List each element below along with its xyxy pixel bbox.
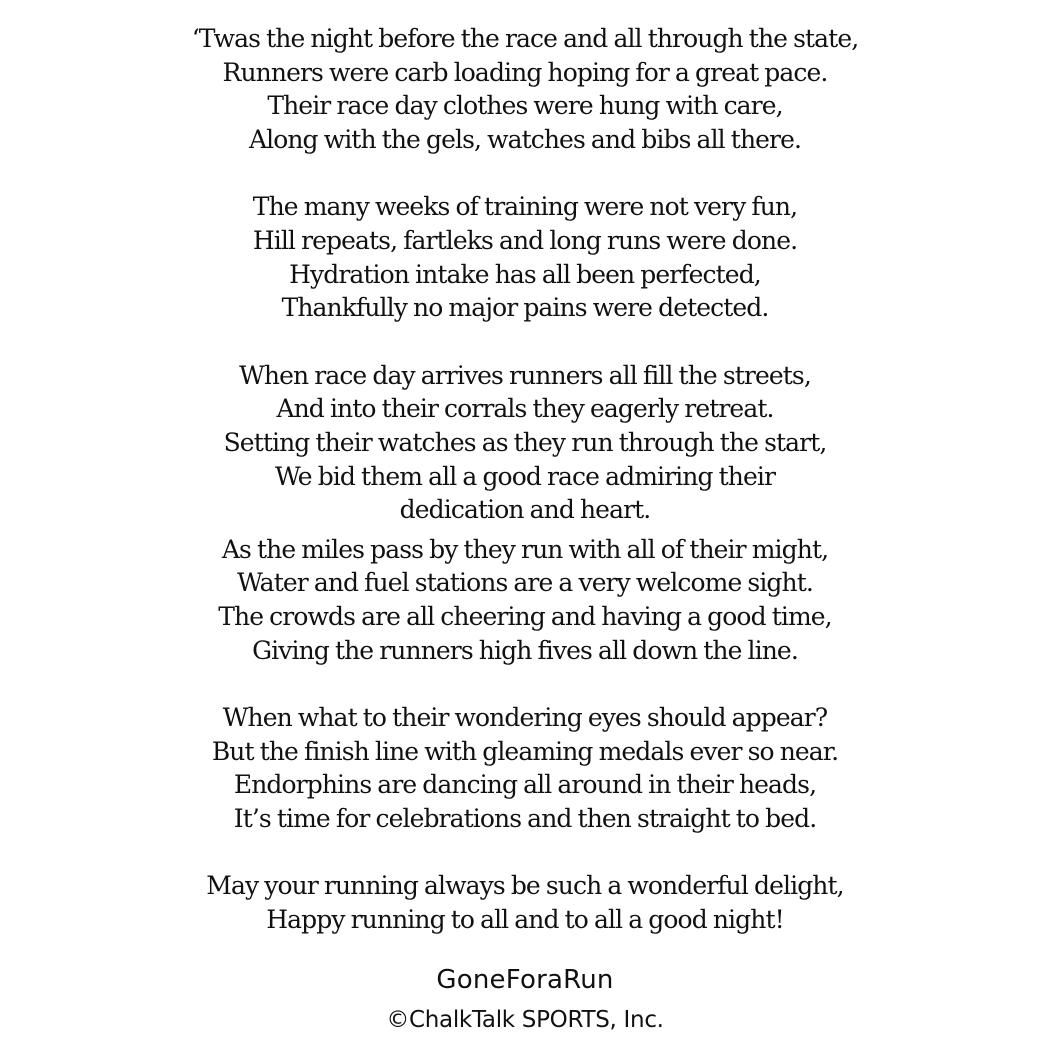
poem-line: We bid them all a good race admiring their bbox=[275, 461, 775, 491]
stanza-1 bbox=[0, 22, 1050, 156]
poem-line: Thankfully no major pains were detected. bbox=[281, 293, 769, 323]
poem-line: As the miles pass by they run with all of their might, bbox=[221, 534, 829, 564]
footer-brand: GoneForaRun bbox=[436, 965, 614, 995]
poem-line: But the finish line with gleaming medals ever so near. bbox=[211, 736, 839, 766]
poem bbox=[0, 22, 1050, 937]
poem-line: The crowds are all cheering and having a good time, bbox=[218, 601, 832, 631]
poem-line: Water and fuel stations are a very welcome sight. bbox=[237, 568, 813, 598]
poem-line: May your running always be such a wonderful delight, bbox=[206, 871, 844, 901]
poem-line: Runners were carb loading hoping for a great pace. bbox=[222, 57, 828, 87]
poem-line: Giving the runners high fives all down the line. bbox=[252, 635, 798, 665]
poem-line: The many weeks of training were not very fun, bbox=[252, 192, 798, 222]
stanza-4 bbox=[0, 533, 1050, 667]
poem-line: When what to their wondering eyes should appear? bbox=[222, 703, 828, 733]
poem-line: Setting their watches as they run through the start, bbox=[223, 427, 827, 457]
stanza-gap bbox=[0, 325, 1050, 359]
poem-line: Endorphins are dancing all around in their heads, bbox=[233, 770, 817, 800]
poem-line: Hydration intake has all been perfected, bbox=[289, 259, 761, 289]
poem-line: Happy running to all and to all a good night! bbox=[266, 905, 784, 935]
stanza-gap bbox=[0, 835, 1050, 869]
stanza-gap bbox=[0, 156, 1050, 190]
stanza-5 bbox=[0, 701, 1050, 835]
poem-line: Hill repeats, fartleks and long runs were done. bbox=[252, 225, 798, 255]
stanza-2 bbox=[0, 190, 1050, 324]
stanza-gap bbox=[0, 667, 1050, 701]
stanza-6 bbox=[0, 869, 1050, 936]
poem-line: It’s time for celebrations and then straight to bed. bbox=[233, 803, 817, 833]
poem-line: Along with the gels, watches and bibs all there. bbox=[248, 124, 802, 154]
poem-line: dedication and heart. bbox=[399, 495, 651, 525]
poem-line: When race day arrives runners all fill the streets, bbox=[239, 360, 811, 390]
poem-line: Their race day clothes were hung with care, bbox=[267, 91, 783, 121]
footer-copyright: ©ChalkTalk SPORTS, Inc. bbox=[386, 1007, 664, 1033]
poem-line: ‘Twas the night before the race and all through the state, bbox=[191, 24, 859, 53]
poem-line: And into their corrals they eagerly retreat. bbox=[276, 394, 774, 424]
stanza-3 bbox=[0, 359, 1050, 527]
